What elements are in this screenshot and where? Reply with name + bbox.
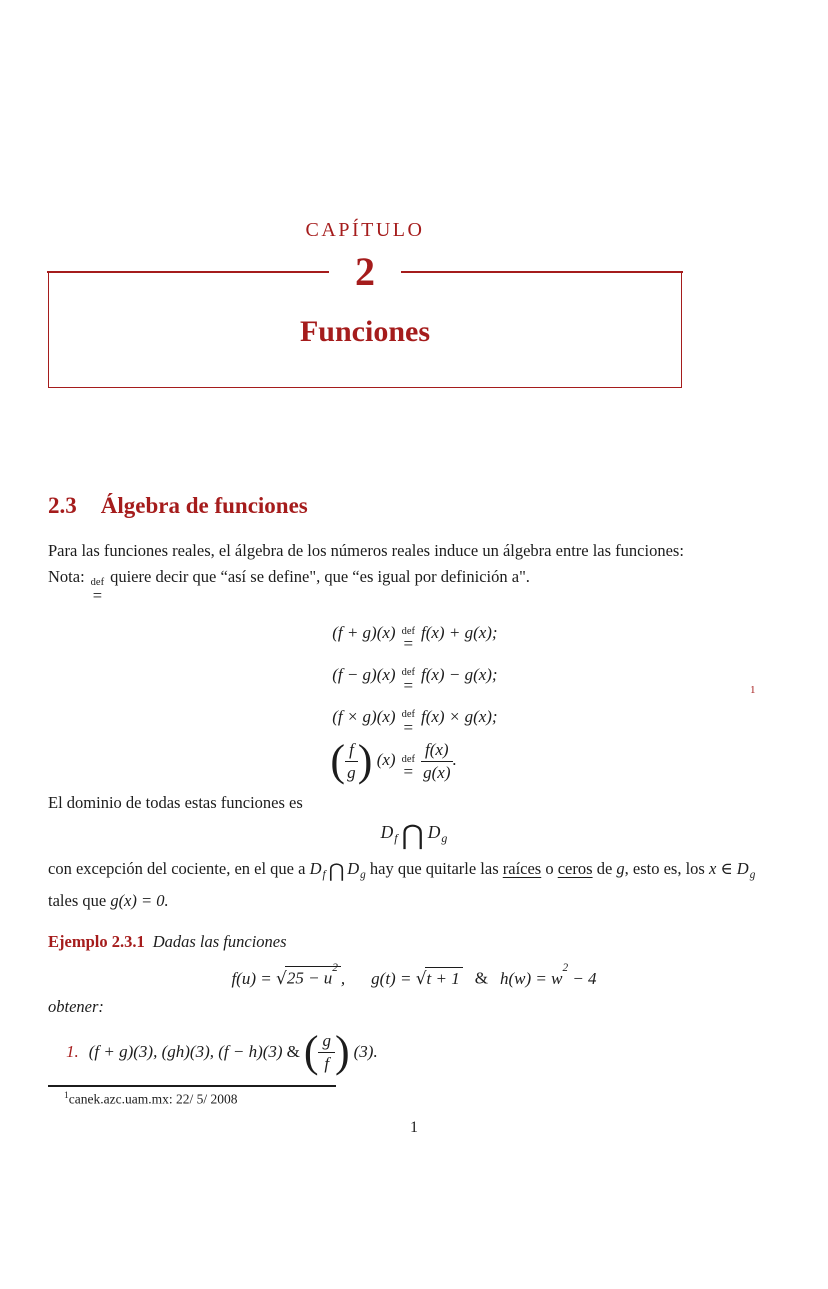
- underlined-ceros: ceros: [557, 859, 593, 879]
- argument: (x): [376, 750, 396, 770]
- sqrt-icon: √: [275, 969, 287, 990]
- fraction-denominator: g(x): [423, 762, 451, 782]
- radicand: $25 - u^2$: [285, 966, 341, 988]
- right-rule: [401, 271, 683, 273]
- nota-label: Nota:: [48, 567, 85, 586]
- fraction: [318, 1031, 335, 1073]
- fraction-denominator: f: [324, 1053, 330, 1073]
- intersection-icon: ⋂: [401, 820, 424, 852]
- def-label: def: [90, 577, 105, 588]
- chapter-header: [48, 218, 682, 388]
- period: .: [452, 750, 457, 770]
- equation-rhs: f(x) − g(x);: [421, 664, 498, 684]
- intro-line-1: Para las funciones reales, el álgebra de los números reales induce un álgebra entre las funciones:: [48, 541, 684, 560]
- domain-f: $D_f$: [309, 859, 326, 882]
- ejemplo-heading: [48, 930, 780, 954]
- left-rule: [47, 271, 329, 273]
- text: tales que: [48, 891, 111, 911]
- definition-equations: [48, 615, 780, 786]
- equals-sign: =: [403, 717, 414, 737]
- def-equals: [396, 698, 421, 735]
- item-number: 1.: [66, 1042, 79, 1062]
- big-paren-right: ): [357, 736, 373, 786]
- page-number: 1: [410, 1119, 418, 1137]
- intro-line-2: [48, 564, 780, 603]
- big-paren-left: (: [303, 1027, 319, 1077]
- big-paren-right: ): [334, 1027, 350, 1077]
- intro-paragraph: [48, 538, 780, 603]
- def-label: def: [401, 667, 415, 679]
- f-definition: $f(u) = √25 - u^2$,: [231, 962, 346, 990]
- intersection-icon: ⋂: [328, 860, 345, 883]
- ampersand: &: [474, 969, 488, 989]
- text: con excepción del cociente, en el que a: [48, 859, 310, 879]
- text: , esto es, los: [624, 859, 709, 879]
- cociente-paragraph: [48, 856, 780, 914]
- item-expressions: (f + g)(3), (gh)(3), (f − h)(3): [88, 1042, 283, 1062]
- page-content: [48, 492, 780, 1137]
- item-body: [88, 1027, 378, 1077]
- dominio-display-math: [48, 816, 780, 854]
- def-label: def: [401, 753, 415, 765]
- footnote-text: [48, 1091, 780, 1108]
- fraction-denominator: g: [347, 762, 356, 782]
- ampersand: &: [286, 1042, 300, 1062]
- domain-g: $D_g$: [427, 822, 448, 846]
- fraction-numerator: g: [318, 1031, 335, 1053]
- obtener-label: obtener:: [48, 997, 104, 1017]
- equals-sign: =: [403, 675, 414, 695]
- footnote-marker: 1: [750, 684, 756, 696]
- equation-rhs: f(x) + g(x);: [421, 622, 498, 642]
- text: o: [541, 859, 558, 879]
- equation-lhs-quotient: [330, 736, 396, 786]
- fraction: [345, 740, 358, 782]
- fraction-numerator: f(x): [421, 740, 453, 762]
- document-page: [0, 218, 828, 1289]
- nota-text: quiere decir que “así se define", que “es igual por definición a".: [110, 567, 530, 586]
- element-of-icon: ∈: [720, 859, 733, 879]
- section-heading: [48, 492, 780, 520]
- quotient-term: [303, 1027, 350, 1077]
- item-argument: (3).: [353, 1042, 378, 1062]
- radicand: t + 1: [425, 967, 463, 989]
- chapter-title-box: [48, 249, 682, 388]
- fraction-numerator: f: [345, 740, 358, 762]
- equals-sign: =: [403, 634, 414, 654]
- section-number: 2.3: [48, 493, 77, 518]
- domain-f: $D_f$: [380, 822, 398, 846]
- def-label: def: [401, 709, 415, 721]
- domain-g: $D_g$: [736, 859, 756, 882]
- fraction: [421, 740, 453, 782]
- chapter-label: CAPÍTULO: [305, 219, 425, 241]
- var-x: x: [708, 859, 717, 879]
- def-equals: [396, 656, 421, 693]
- dominio-intro: El dominio de todas estas funciones es: [48, 793, 303, 813]
- equals-sign: =: [92, 585, 103, 605]
- ejemplo-label: Ejemplo 2.3.1: [48, 932, 145, 952]
- domain-g: $D_g$: [347, 859, 366, 882]
- underlined-raices: raíces: [502, 859, 542, 879]
- def-equals: [396, 615, 421, 652]
- ejemplo-display-math: [48, 962, 780, 990]
- ejemplo-intro: Dadas las funciones: [152, 932, 287, 952]
- footnote-number: 1: [64, 1090, 69, 1101]
- chapter-title: Funciones: [299, 314, 431, 348]
- chapter-number: 2: [355, 249, 375, 294]
- footnote-rule: [48, 1085, 336, 1087]
- big-paren-left: (: [330, 736, 346, 786]
- equation-lhs: (f + g)(x): [332, 622, 396, 642]
- equation-rhs: f(x) × g(x);: [421, 706, 498, 726]
- equation-lhs: (f − g)(x): [332, 664, 396, 684]
- sqrt-icon: √: [415, 969, 427, 990]
- g-definition: g(t) = √t + 1: [371, 969, 463, 988]
- chapter-number-row: [47, 249, 682, 294]
- g-of-x-equals-zero: g(x) = 0.: [110, 891, 169, 911]
- text: de: [592, 859, 617, 879]
- text: hay que quitarle las: [365, 859, 503, 879]
- equals-sign: =: [403, 762, 414, 782]
- def-equals: [91, 578, 104, 603]
- equation-rhs-quotient: [421, 740, 498, 782]
- footnote-source: canek.azc.uam.mx: 22/ 5/ 2008: [68, 1091, 238, 1107]
- equation-lhs: (f × g)(x): [332, 706, 396, 726]
- var-g: g: [616, 859, 625, 879]
- def-equals: [396, 743, 421, 780]
- h-definition: $h(w) = w^2 - 4$: [499, 962, 597, 989]
- list-item-1: [66, 1027, 780, 1077]
- section-title: Álgebra de funciones: [100, 493, 308, 518]
- def-label: def: [401, 625, 415, 637]
